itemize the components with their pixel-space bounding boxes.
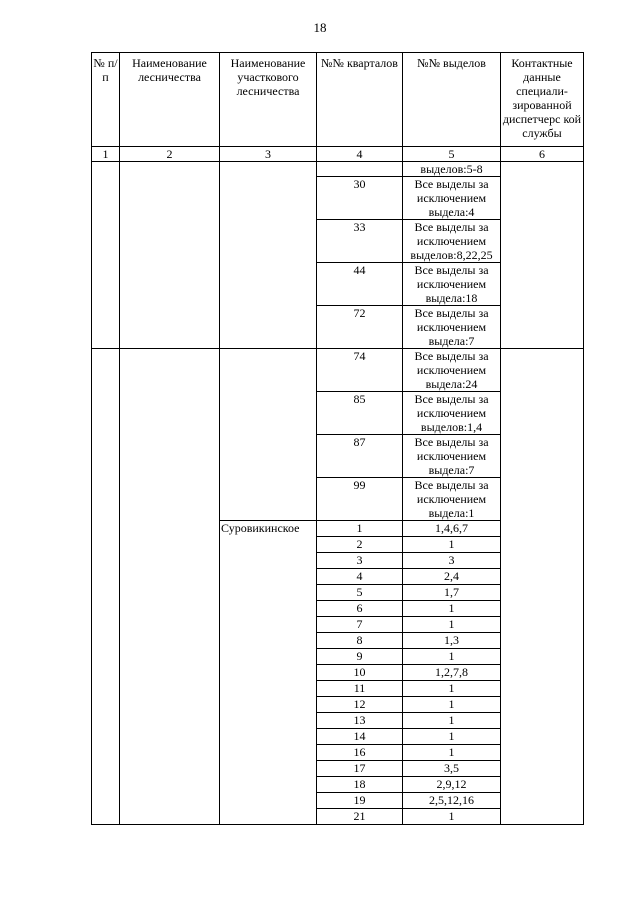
cell-vydely: 1 bbox=[403, 617, 501, 633]
cell-kvartal: 99 bbox=[317, 478, 403, 521]
cell-num bbox=[92, 349, 120, 825]
table-row bbox=[92, 162, 584, 177]
column-numbers-row bbox=[92, 147, 584, 162]
cell-vydely: 1,7 bbox=[403, 585, 501, 601]
cell-kvartal: 6 bbox=[317, 601, 403, 617]
cell-kvartal: 2 bbox=[317, 537, 403, 553]
cell-vydely: выделов:5-8 bbox=[403, 162, 501, 177]
cell-vydely: Все выделы за исключением выделов:8,22,25 bbox=[403, 220, 501, 263]
cell-uchastkovoe bbox=[220, 162, 317, 349]
cell-kvartal: 19 bbox=[317, 793, 403, 809]
cell-kvartal: 44 bbox=[317, 263, 403, 306]
column-number: 2 bbox=[120, 147, 220, 162]
header-contacts: Контактные данные специали-зированной диспетчерс кой службы bbox=[501, 53, 584, 147]
cell-kvartal: 12 bbox=[317, 697, 403, 713]
cell-vydely: Все выделы за исключением выдела:24 bbox=[403, 349, 501, 392]
table-row bbox=[92, 349, 584, 392]
cell-kvartal: 3 bbox=[317, 553, 403, 569]
cell-vydely: Все выделы за исключением выдела:1 bbox=[403, 478, 501, 521]
cell-kvartal: 30 bbox=[317, 177, 403, 220]
column-number: 4 bbox=[317, 147, 403, 162]
cell-kvartal: 9 bbox=[317, 649, 403, 665]
header-uchastkovoe: Наименование участкового лесничества bbox=[220, 53, 317, 147]
cell-vydely: 1 bbox=[403, 809, 501, 825]
cell-kvartal: 21 bbox=[317, 809, 403, 825]
column-number: 3 bbox=[220, 147, 317, 162]
forest-table bbox=[91, 52, 584, 825]
cell-vydely: 1 bbox=[403, 649, 501, 665]
cell-lesnichestvo bbox=[120, 349, 220, 825]
cell-uchastkovoe: Суровикинское bbox=[220, 521, 317, 825]
cell-kvartal: 13 bbox=[317, 713, 403, 729]
cell-vydely: Все выделы за исключением выдела:4 bbox=[403, 177, 501, 220]
header-kvartaly: №№ кварталов bbox=[317, 53, 403, 147]
cell-kvartal: 17 bbox=[317, 761, 403, 777]
cell-vydely: Все выделы за исключением выдела:7 bbox=[403, 306, 501, 349]
cell-kvartal: 5 bbox=[317, 585, 403, 601]
cell-kvartal: 72 bbox=[317, 306, 403, 349]
cell-vydely: 1 bbox=[403, 601, 501, 617]
cell-kvartal: 18 bbox=[317, 777, 403, 793]
cell-num bbox=[92, 162, 120, 349]
cell-kvartal: 11 bbox=[317, 681, 403, 697]
header-row bbox=[92, 53, 584, 147]
cell-contacts bbox=[501, 162, 584, 349]
cell-vydely: Все выделы за исключением выделов:1,4 bbox=[403, 392, 501, 435]
cell-vydely: 1,2,7,8 bbox=[403, 665, 501, 681]
cell-lesnichestvo bbox=[120, 162, 220, 349]
column-number: 5 bbox=[403, 147, 501, 162]
cell-kvartal: 10 bbox=[317, 665, 403, 681]
cell-vydely: 1,4,6,7 bbox=[403, 521, 501, 537]
cell-kvartal bbox=[317, 162, 403, 177]
cell-vydely: 1 bbox=[403, 729, 501, 745]
cell-vydely: Все выделы за исключением выдела:7 bbox=[403, 435, 501, 478]
cell-kvartal: 87 bbox=[317, 435, 403, 478]
page-number: 18 bbox=[313, 20, 327, 35]
cell-kvartal: 85 bbox=[317, 392, 403, 435]
cell-vydely: 1 bbox=[403, 713, 501, 729]
cell-contacts bbox=[501, 349, 584, 825]
cell-vydely: 1 bbox=[403, 745, 501, 761]
cell-vydely: Все выделы за исключением выдела:18 bbox=[403, 263, 501, 306]
cell-kvartal: 33 bbox=[317, 220, 403, 263]
header-lesnichestvo: Наименование лесничества bbox=[120, 53, 220, 147]
cell-vydely: 2,9,12 bbox=[403, 777, 501, 793]
cell-vydely: 3,5 bbox=[403, 761, 501, 777]
cell-vydely: 3 bbox=[403, 553, 501, 569]
cell-kvartal: 74 bbox=[317, 349, 403, 392]
cell-vydely: 1 bbox=[403, 537, 501, 553]
cell-kvartal: 14 bbox=[317, 729, 403, 745]
cell-vydely: 2,5,12,16 bbox=[403, 793, 501, 809]
cell-vydely: 1 bbox=[403, 697, 501, 713]
header-vydely: №№ выделов bbox=[403, 53, 501, 147]
cell-uchastkovoe bbox=[220, 349, 317, 521]
column-number: 1 bbox=[92, 147, 120, 162]
header-num: № п/п bbox=[92, 53, 120, 147]
cell-kvartal: 1 bbox=[317, 521, 403, 537]
cell-vydely: 1,3 bbox=[403, 633, 501, 649]
cell-kvartal: 16 bbox=[317, 745, 403, 761]
cell-kvartal: 7 bbox=[317, 617, 403, 633]
column-number: 6 bbox=[501, 147, 584, 162]
cell-kvartal: 4 bbox=[317, 569, 403, 585]
cell-kvartal: 8 bbox=[317, 633, 403, 649]
cell-vydely: 2,4 bbox=[403, 569, 501, 585]
cell-vydely: 1 bbox=[403, 681, 501, 697]
